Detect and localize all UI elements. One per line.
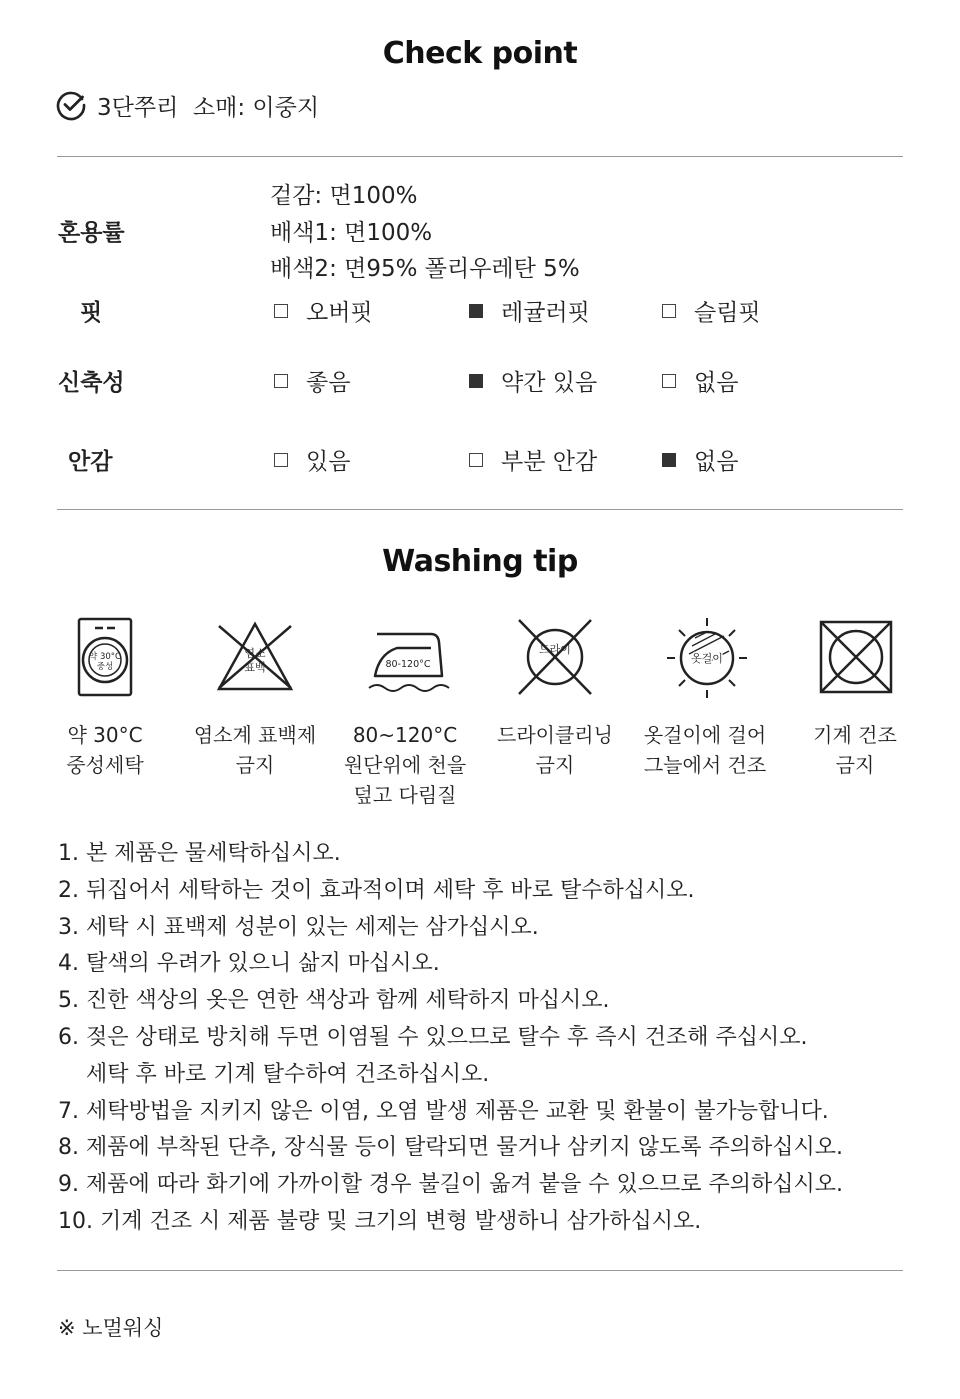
- composition-line: 배색1: 면100%: [270, 220, 433, 246]
- checkbox-empty: [469, 453, 483, 467]
- wash-label-line: 드라이클리닝: [497, 723, 613, 747]
- fit-option-slim[interactable]: [662, 294, 761, 327]
- wash-label: [170, 720, 340, 780]
- wash-label: [470, 720, 640, 780]
- wash-label-line: 옷걸이에 걸어: [643, 723, 767, 747]
- tip-item: 7. 세탁방법을 지키지 않은 이염, 오염 발생 제품은 교환 및 환불이 불가능합니다.: [58, 1098, 829, 1124]
- hang-dry-shade-icon: [645, 612, 765, 702]
- iron-icon: [345, 612, 465, 702]
- tip-item: 10. 기계 건조 시 제품 불량 및 크기의 변형 발생하니 삼가하십시오.: [58, 1208, 702, 1234]
- wash-label-line: 중성세탁: [66, 753, 144, 777]
- check-circle-icon: [55, 89, 87, 121]
- wash-label-line: 원단위에 천을: [343, 753, 467, 777]
- wash-label: [20, 720, 190, 780]
- tip-item: 9. 제품에 따라 화기에 가까이할 경우 불길이 옮겨 붙을 수 있으므로 주의하십시오.: [58, 1172, 843, 1198]
- wash-label: [620, 720, 790, 780]
- checkbox-empty: [274, 304, 288, 318]
- divider: [57, 156, 903, 157]
- checkbox-empty: [662, 304, 676, 318]
- checkbox-filled: [469, 374, 483, 388]
- wash-label-line: 기계 건조: [813, 723, 897, 747]
- lining-option-none[interactable]: [662, 443, 738, 476]
- tip-item: 3. 세탁 시 표백제 성분이 있는 세제는 삼가십시오.: [58, 914, 539, 940]
- option-label: 없음: [694, 370, 739, 396]
- check-point-note: [55, 89, 319, 121]
- wash-label-line: 덮고 다림질: [353, 783, 457, 807]
- footer-note: ※ 노멀워싱: [58, 1316, 164, 1340]
- lining-option-yes[interactable]: [274, 443, 350, 476]
- divider: [57, 1270, 903, 1271]
- lining-label: 안감: [68, 449, 113, 475]
- composition-line: 겉감: 면100%: [270, 183, 418, 209]
- fit-label: 핏: [80, 300, 103, 326]
- stretch-option-some[interactable]: [469, 364, 597, 397]
- wash-label-line: 80~120°C: [352, 723, 458, 747]
- washing-machine-icon: [45, 612, 165, 702]
- check-point-title: Check point: [382, 36, 578, 71]
- divider: [57, 509, 903, 510]
- tip-item: 세탁 후 바로 기계 탈수하여 건조하십시오.: [58, 1061, 490, 1087]
- icon-text: 옷걸이: [691, 652, 723, 665]
- wash-label-line: 금지: [835, 753, 875, 777]
- checkbox-filled: [662, 453, 676, 467]
- tip-item: 5. 진한 색상의 옷은 연한 색상과 함께 세탁하지 마십시오.: [58, 988, 610, 1014]
- tip-item: 6. 젖은 상태로 방치해 두면 이염될 수 있으므로 탈수 후 즉시 건조해 주십시오.: [58, 1024, 808, 1050]
- wash-label: [320, 720, 490, 810]
- lining-option-partial[interactable]: [469, 443, 597, 476]
- option-label: 약간 있음: [501, 370, 598, 396]
- no-dry-clean-icon: [495, 612, 615, 702]
- icon-text: 약 30°C: [89, 652, 121, 662]
- washing-tips-list: [58, 836, 843, 1241]
- checkbox-empty: [274, 453, 288, 467]
- fit-option-over[interactable]: [274, 294, 373, 327]
- option-label: 있음: [306, 449, 351, 475]
- no-tumble-dry-icon: [795, 612, 915, 702]
- wash-label-line: 그늘에서 건조: [643, 753, 767, 777]
- composition-line: 배색2: 면95% 폴리우레탄 5%: [270, 256, 580, 282]
- option-label: 슬림핏: [694, 300, 761, 326]
- fit-option-regular[interactable]: [469, 294, 590, 327]
- stretch-option-none[interactable]: [662, 364, 738, 397]
- icon-text: 드라이: [539, 643, 571, 656]
- option-label: 좋음: [306, 370, 351, 396]
- check-point-note-text: 3단쭈리 소매: 이중지: [97, 94, 320, 121]
- icon-text: 염소: [244, 647, 266, 660]
- wash-label: [770, 720, 940, 780]
- wash-label-line: 염소계 표백제: [193, 723, 317, 747]
- composition-label: 혼용률: [58, 220, 125, 246]
- tip-item: 2. 뒤집어서 세탁하는 것이 효과적이며 세탁 후 바로 탈수하십시오.: [58, 877, 695, 903]
- tip-item: 8. 제품에 부착된 단추, 장식물 등이 탈락되면 물거나 삼키지 않도록 주의하십시오.: [58, 1135, 843, 1161]
- tip-item: 4. 탈색의 우려가 있으니 삶지 마십시오.: [58, 951, 440, 977]
- icon-text: 중성: [96, 662, 114, 672]
- checkbox-filled: [469, 304, 483, 318]
- checkbox-empty: [274, 374, 288, 388]
- option-label: 레귤러핏: [501, 300, 590, 326]
- wash-label-line: 금지: [235, 753, 275, 777]
- wash-label-line: 약 30°C: [67, 723, 143, 747]
- wash-label-line: 금지: [535, 753, 575, 777]
- option-label: 없음: [694, 449, 739, 475]
- icon-text: 80-120°C: [385, 659, 431, 670]
- option-label: 부분 안감: [501, 449, 598, 475]
- no-bleach-icon: [195, 612, 315, 702]
- tip-item: 1. 본 제품은 물세탁하십시오.: [58, 841, 341, 866]
- option-label: 오버핏: [306, 300, 373, 326]
- checkbox-empty: [662, 374, 676, 388]
- washing-tip-title: Washing tip: [382, 544, 578, 579]
- stretch-label: 신축성: [58, 370, 125, 396]
- icon-text: 표백: [244, 661, 266, 674]
- stretch-option-good[interactable]: [274, 364, 350, 397]
